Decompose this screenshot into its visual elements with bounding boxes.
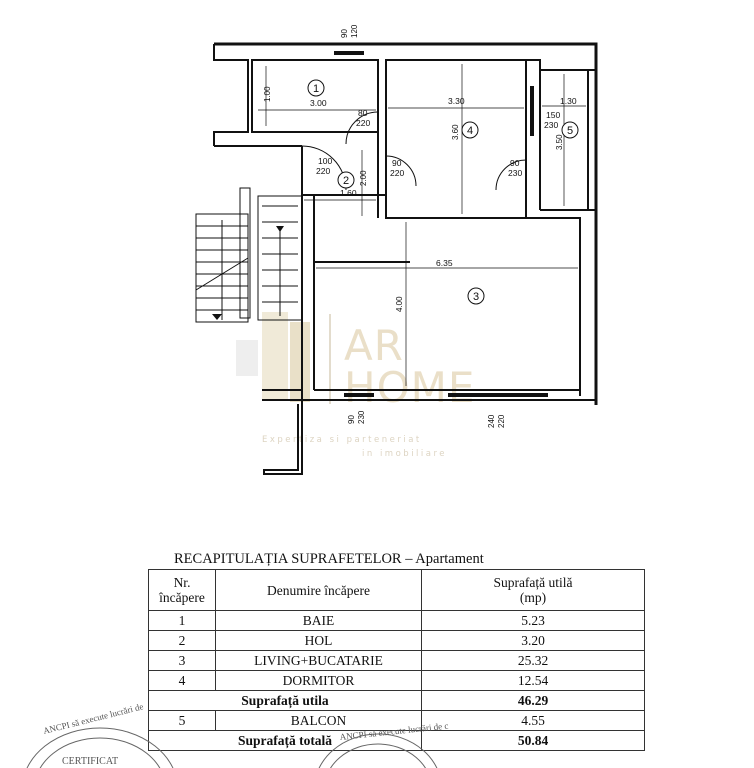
row-name: LIVING+BUCATARIE bbox=[216, 651, 422, 671]
row-nr: 4 bbox=[149, 671, 216, 691]
stamps bbox=[0, 700, 754, 768]
stamp-right bbox=[314, 734, 442, 768]
dim-win-dorm-w: 150 bbox=[546, 110, 561, 120]
dim-win-liv2-w: 240 bbox=[487, 414, 496, 428]
staircase bbox=[196, 188, 302, 322]
row-nr: 2 bbox=[149, 631, 216, 651]
row-area: 4.55 bbox=[422, 711, 645, 731]
dim-room4-w: 3.30 bbox=[448, 96, 465, 106]
header-nr: Nr. încăpere bbox=[149, 570, 216, 611]
dim-door-bath-h: 220 bbox=[356, 118, 371, 128]
dim-door-bath-w: 80 bbox=[358, 108, 368, 118]
row-area: 12.54 bbox=[422, 671, 645, 691]
watermark-logo bbox=[236, 312, 475, 459]
room-2-number: 2 bbox=[342, 175, 350, 187]
dim-top-window-w: 90 bbox=[340, 29, 349, 38]
row-name: BALCON bbox=[216, 711, 422, 731]
dim-door-dorm-h: 220 bbox=[390, 168, 405, 178]
header-name: Denumire încăpere bbox=[216, 570, 422, 611]
row-name: BAIE bbox=[216, 611, 422, 631]
room-1-number: 1 bbox=[312, 83, 320, 95]
row-area: 25.32 bbox=[422, 651, 645, 671]
useful-total-area: 46.29 bbox=[422, 691, 645, 711]
room-4-number: 4 bbox=[466, 125, 474, 137]
table-row bbox=[149, 671, 645, 691]
stamp-left-text: ANCPI să execute lucrări de bbox=[42, 701, 145, 736]
dim-room3-w: 6.35 bbox=[436, 258, 453, 268]
row-nr: 5 bbox=[149, 711, 216, 731]
dim-room5-h: 3.50 bbox=[555, 134, 564, 150]
dim-room1-h: 1.00 bbox=[263, 86, 272, 102]
dim-door-balc-w: 90 bbox=[510, 158, 520, 168]
dim-win-liv1-h: 230 bbox=[357, 410, 366, 424]
row-name: HOL bbox=[216, 631, 422, 651]
watermark-tagline1: Expertiza si parteneriat bbox=[262, 435, 422, 445]
dim-room2-w: 1.60 bbox=[340, 188, 357, 198]
table-row bbox=[149, 611, 645, 631]
row-nr: 1 bbox=[149, 611, 216, 631]
dim-door-dorm-w: 90 bbox=[392, 158, 402, 168]
row-area: 3.20 bbox=[422, 631, 645, 651]
recap-title: RECAPITULAȚIA SUPRAFETELOR – Apartament bbox=[174, 551, 484, 567]
dim-door-hol-h: 220 bbox=[316, 166, 331, 176]
dim-door-balc-h: 230 bbox=[508, 168, 523, 178]
dim-win-liv2-h: 220 bbox=[497, 414, 506, 428]
dim-top-window-h: 120 bbox=[350, 24, 359, 38]
grand-total-area: 50.84 bbox=[422, 731, 645, 751]
row-area: 5.23 bbox=[422, 611, 645, 631]
dim-room1-w: 3.00 bbox=[310, 98, 327, 108]
header-area: Suprafață utilă (mp) bbox=[422, 570, 645, 611]
dim-win-dorm-h: 230 bbox=[544, 120, 559, 130]
dim-room2-h: 2.00 bbox=[359, 170, 368, 186]
table-row bbox=[149, 651, 645, 671]
row-nr: 3 bbox=[149, 651, 216, 671]
watermark-brand-line2: HOME bbox=[344, 363, 476, 412]
stamp-left-cert: CERTIFICAT bbox=[62, 756, 119, 767]
room-3-number: 3 bbox=[472, 291, 480, 303]
table-row bbox=[149, 631, 645, 651]
dim-door-hol-w: 100 bbox=[318, 156, 333, 166]
stamp-right-text: ANCPI să execute lucrări de c bbox=[339, 720, 449, 742]
room-5-number: 5 bbox=[566, 125, 574, 137]
watermark-tagline2: in imobiliare bbox=[362, 449, 448, 459]
useful-total-label: Suprafață utila bbox=[149, 691, 422, 711]
recap-header-row bbox=[149, 570, 645, 611]
dim-room3-h: 4.00 bbox=[395, 296, 404, 312]
dim-room4-h: 3.60 bbox=[451, 124, 460, 140]
dim-win-liv1-w: 90 bbox=[347, 415, 356, 424]
row-name: DORMITOR bbox=[216, 671, 422, 691]
grand-total-label: Suprafață totală bbox=[149, 731, 422, 751]
dim-room5-w: 1.30 bbox=[560, 96, 577, 106]
watermark-brand-line1: AR bbox=[344, 321, 404, 370]
